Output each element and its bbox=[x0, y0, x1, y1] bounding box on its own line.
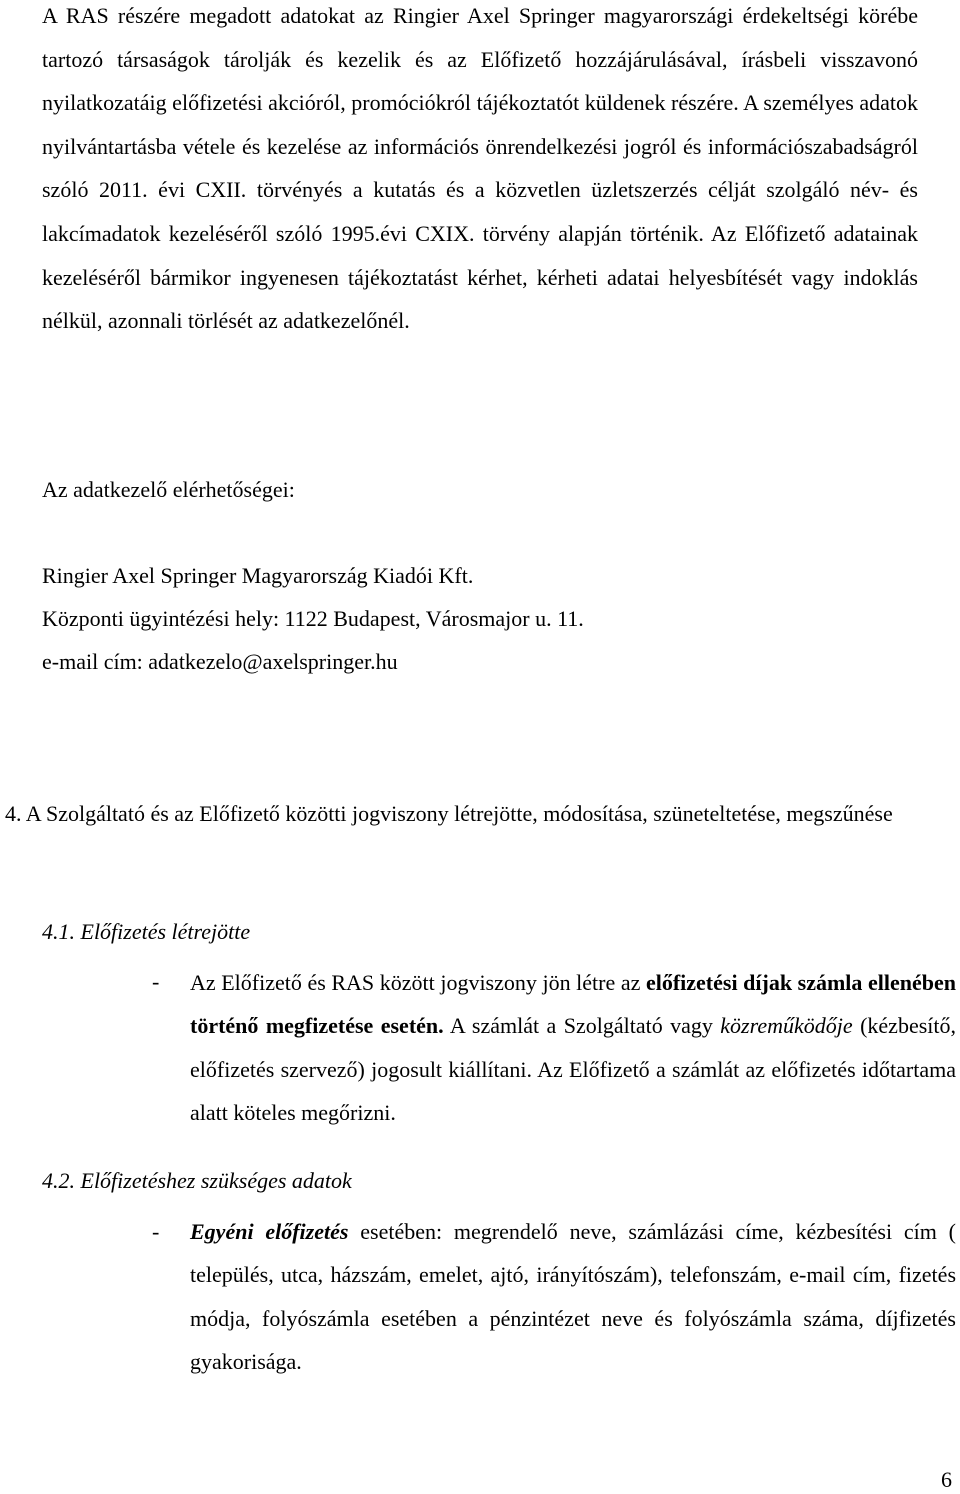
text-run: esetében: megrendelő neve, számlázási címe, kézbesítési cím ( település, utca, házszám, emelet, ajtó, irányítószám), telefonszám, e-mail cím, fizetés módja, folyószámla esetében a pénzintézet neve és folyószámla száma, díjfizetés gyakorisága. bbox=[190, 1219, 957, 1375]
list-dash: - bbox=[152, 1219, 160, 1244]
text-run: Az Előfizető és RAS között jogviszony jön létre az bbox=[190, 970, 646, 995]
contact-email: e-mail cím: adatkezelo@axelspringer.hu bbox=[42, 649, 398, 674]
contact-address: Központi ügyintézési hely: 1122 Budapest, Városmajor u. 11. bbox=[42, 606, 584, 631]
section-4-title: 4. A Szolgáltató és az Előfizető közötti jogviszony létrejötte, módosítása, szüneteltetése, megszűnése bbox=[5, 801, 893, 826]
text-run: A számlát a Szolgáltató vagy bbox=[443, 1013, 721, 1039]
section-4-1-text bbox=[190, 961, 956, 1135]
contact-heading: Az adatkezelő elérhetőségei: bbox=[42, 477, 295, 502]
section-4-2-text bbox=[190, 1210, 956, 1384]
list-dash: - bbox=[152, 969, 160, 994]
bold-italic-run: Egyéni előfizetés bbox=[190, 1219, 349, 1244]
section-4-1-heading: 4.1. Előfizetés létrejötte bbox=[42, 919, 251, 944]
italic-run: közreműködője bbox=[720, 1013, 853, 1039]
bold-run: előfizetési díjak számla ellenében történő megfizetése esetén. bbox=[190, 970, 956, 1039]
page-number: 6 bbox=[941, 1467, 952, 1492]
contact-company: Ringier Axel Springer Magyarország Kiadói Kft. bbox=[42, 563, 474, 588]
section-4-2-heading: 4.2. Előfizetéshez szükséges adatok bbox=[42, 1168, 352, 1193]
text-run: (kézbesítő, előfizetés szervező) jogosult kiállítani. Az Előfizető a számlát az előfizetés időtartama alatt köteles megőrizni. bbox=[190, 1013, 956, 1126]
intro-paragraph: A RAS részére megadott adatokat az Ringier Axel Springer magyarországi érdekeltségi körébe tartozó társaságok tárolják és kezelik és az Előfizető hozzájárulásával, írásbeli visszavonó nyilatkozatáig előfizetési akcióról, promóciókról tájékoztatót küldenek részére. A személyes adatok nyilvántartásba vétele és kezelése az információs önrendelkezési jogról és információszabadságról szóló 2011. évi CXII. törvényés a kutatás és a közvetlen üzletszerzés célját szolgáló név- és lakcímadatok kezeléséről szóló 1995.évi CXIX. törvény alapján történik. Az Előfizető adatainak kezeléséről bármikor ingyenesen tájékoztatást kérhet, kérheti adatai helyesbítését vagy indoklás nélkül, azonnali törlését az adatkezelőnél. bbox=[42, 3, 918, 334]
